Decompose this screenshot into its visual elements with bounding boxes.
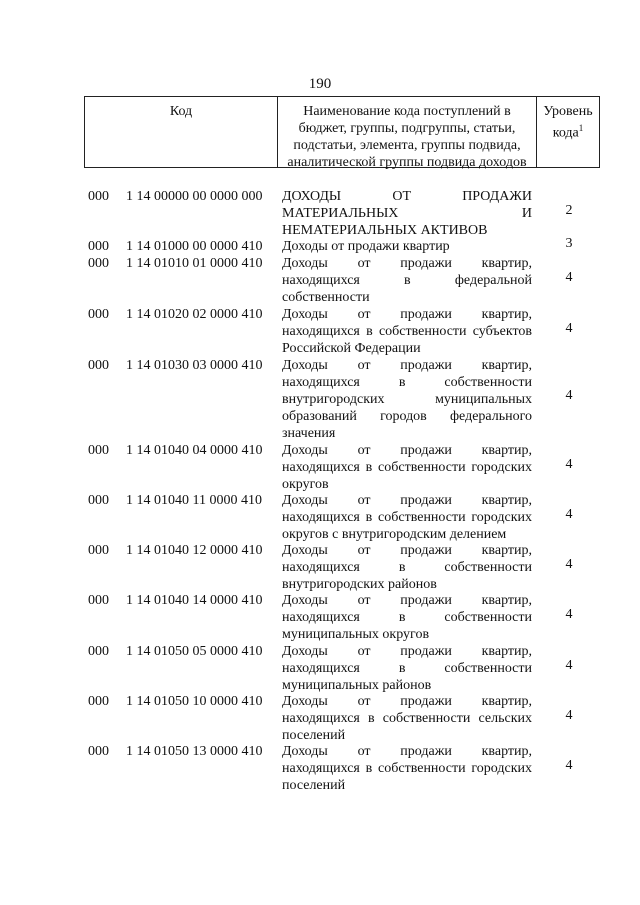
row-level: 3: [565, 236, 573, 251]
row-code: 1 14 01010 01 0000 410: [126, 256, 263, 271]
row-admin-code: 000: [88, 256, 109, 271]
row-level: 4: [565, 758, 573, 773]
row-level: 4: [565, 388, 573, 403]
row-admin-code: 000: [88, 543, 109, 558]
row-name: Доходы от продажи квартир, находящихся в собственности муниципальных районов: [282, 644, 532, 693]
row-code: 1 14 01040 04 0000 410: [126, 443, 263, 458]
row-level: 4: [565, 321, 573, 336]
row-admin-code: 000: [88, 443, 109, 458]
table-header: [84, 96, 600, 168]
row-admin-code: 000: [88, 593, 109, 608]
row-code: 1 14 01050 13 0000 410: [126, 744, 263, 759]
row-name: Доходы от продажи квартир, находящихся в собственности городских округов с внутригородским делением: [282, 493, 532, 542]
row-level: 4: [565, 607, 573, 622]
row-level: 2: [565, 203, 573, 218]
row-admin-code: 000: [88, 694, 109, 709]
row-name: Доходы от продажи квартир, находящихся в собственности сельских поселений: [282, 694, 532, 743]
row-level: 4: [565, 658, 573, 673]
row-level: 4: [565, 557, 573, 572]
row-name: Доходы от продажи квартир, находящихся в собственности субъектов Российской Федерации: [282, 307, 532, 356]
row-code: 1 14 01040 11 0000 410: [126, 493, 262, 508]
header-code: Код: [85, 97, 278, 167]
row-code: 1 14 00000 00 0000 000: [126, 189, 263, 204]
row-code: 1 14 01050 05 0000 410: [126, 644, 263, 659]
row-code: 1 14 01040 12 0000 410: [126, 543, 263, 558]
row-name: Доходы от продажи квартир, находящихся в федеральной собственности: [282, 256, 532, 305]
page-number: 190: [308, 76, 332, 92]
row-admin-code: 000: [88, 644, 109, 659]
header-level-label: Уровень кода: [543, 104, 593, 141]
row-admin-code: 000: [88, 493, 109, 508]
row-level: 4: [565, 270, 573, 285]
row-name: Доходы от продажи квартир, находящихся в собственности муниципальных округов: [282, 593, 532, 642]
row-code: 1 14 01000 00 0000 410: [126, 239, 263, 254]
header-level-footnote: 1: [578, 123, 584, 133]
row-admin-code: 000: [88, 189, 109, 204]
row-code: 1 14 01020 02 0000 410: [126, 307, 263, 322]
row-code: 1 14 01030 03 0000 410: [126, 358, 263, 373]
row-name: ДОХОДЫ ОТ ПРОДАЖИ МАТЕРИАЛЬНЫХ И НЕМАТЕРИАЛЬНЫХ АКТИВОВ: [282, 189, 532, 238]
row-admin-code: 000: [88, 358, 109, 373]
row-code: 1 14 01050 10 0000 410: [126, 694, 263, 709]
row-admin-code: 000: [88, 744, 109, 759]
row-admin-code: 000: [88, 239, 109, 254]
row-name: Доходы от продажи квартир, находящихся в собственности городских округов: [282, 443, 532, 492]
row-code: 1 14 01040 14 0000 410: [126, 593, 263, 608]
row-level: 4: [565, 507, 573, 522]
header-name: Наименование кода поступлений в бюджет, группы, подгруппы, статьи, подстатьи, элемента, группы подвида, аналитической группы подвида доходов: [278, 97, 537, 167]
row-name: Доходы от продажи квартир, находящихся в собственности городских поселений: [282, 744, 532, 793]
row-level: 4: [565, 708, 573, 723]
row-level: 4: [565, 457, 573, 472]
header-level: [537, 97, 599, 167]
row-name: Доходы от продажи квартир: [282, 239, 450, 254]
row-name: Доходы от продажи квартир, находящихся в собственности внутригородских районов: [282, 543, 532, 592]
row-name: Доходы от продажи квартир, находящихся в собственности внутригородских муниципальных образований городов федерального значения: [282, 358, 532, 441]
row-admin-code: 000: [88, 307, 109, 322]
